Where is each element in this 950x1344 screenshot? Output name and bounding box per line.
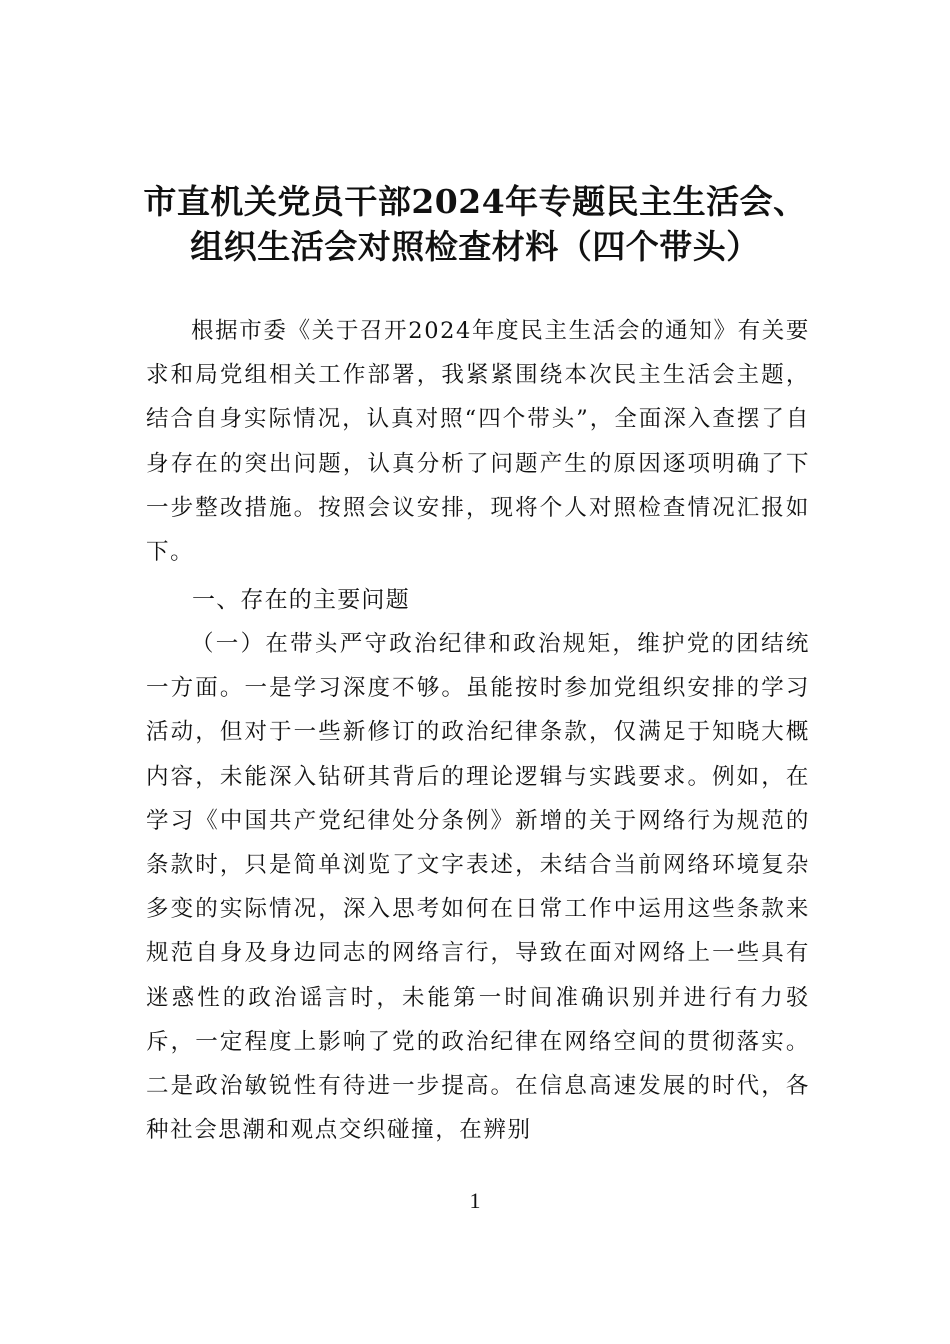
document-title-line-2: 组织生活会对照检查材料（四个带头） xyxy=(190,227,760,266)
subsection-paragraph-block xyxy=(146,622,810,1152)
subsection-body: 一是学习深度不够。虽能按时参加党组织安排的学习活动，但对于一些新修订的政治纪律条款，仅满足于知晓大概内容，未能深入钻研其背后的理论逻辑与实践要求。例如，在学习《中国共产党纪律处分条例》新增的关于网络行为规范的条款时，只是简单浏览了文字表述，未结合当前网络环境复杂多变的实际情况，深入思考如何在日常工作中运用这些条款来规范自身及身边同志的网络言行，导致在面对网络上一些具有迷惑性的政治谣言时，未能第一时间准确识别并进行有力驳斥，一定程度上影响了党的政治纪律在网络空间的贯彻落实。二是政治敏锐性有待进一步提高。在信息高速发展的时代，各种社会思潮和观点交织碰撞，在辨别 xyxy=(146,675,810,1144)
subsection-heading: （一）在带头严守政治纪律和政治规矩，维护党的团结统一方面。 xyxy=(146,631,810,702)
page-number: 1 xyxy=(469,1188,481,1213)
intro-paragraph: 根据市委《关于召开2024年度民主生活会的通知》有关要求和局党组相关工作部署，我紧紧围绕本次民主生活会主题，结合自身实际情况，认真对照“四个带头”，全面深入查摆了自身存在的突出问题，认真分析了问题产生的原因逐项明确了下一步整改措施。按照会议安排，现将个人对照检查情况汇报如下。 xyxy=(146,318,810,566)
document-title-line-1: 市直机关党员干部2024年专题民主生活会、 xyxy=(143,182,807,221)
section-heading-main-problems: 一、存在的主要问题 xyxy=(192,587,410,613)
intro-paragraph-block xyxy=(146,309,810,574)
subsection-paragraph xyxy=(146,622,810,1152)
